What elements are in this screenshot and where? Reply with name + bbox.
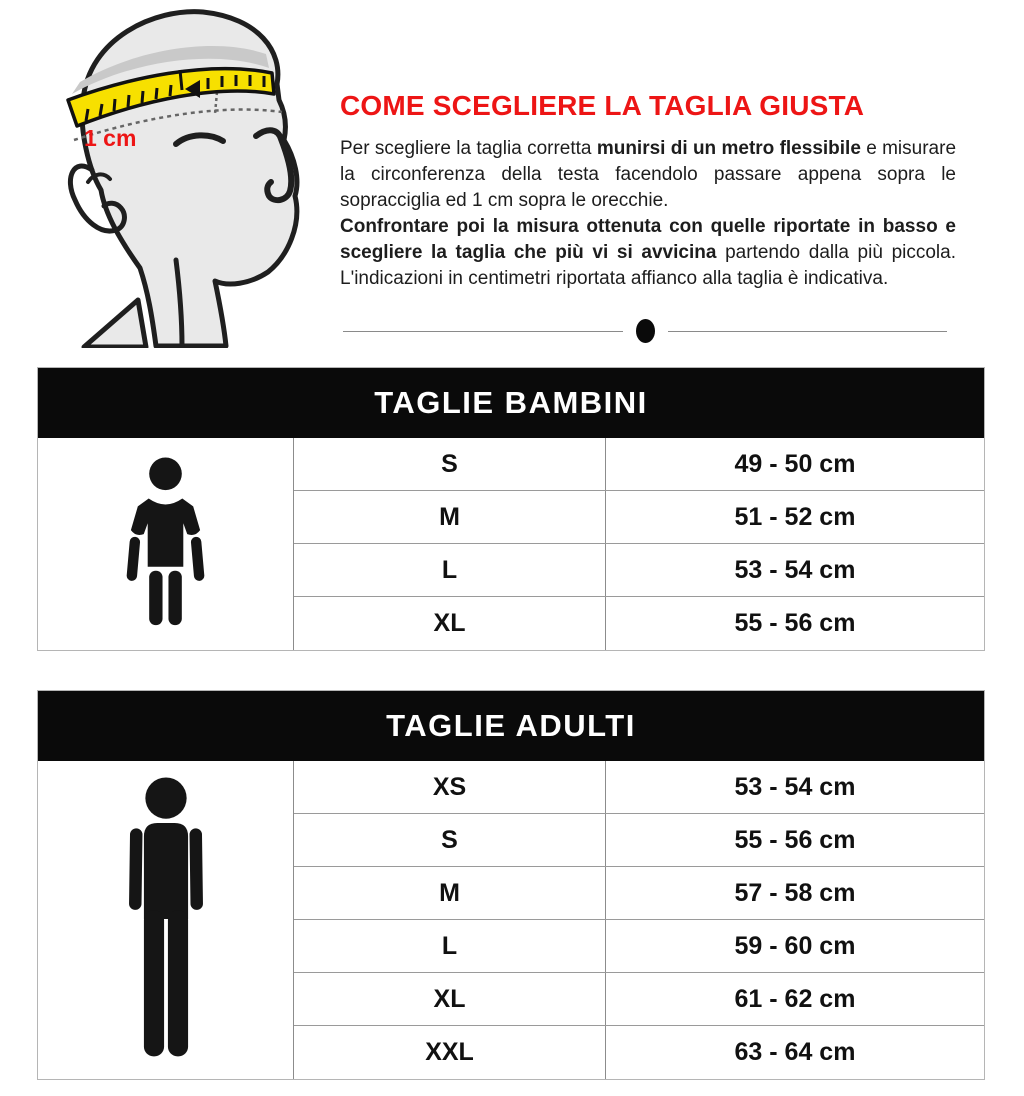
child-figure-icon <box>38 438 294 650</box>
size-range: 55 - 56 cm <box>734 825 856 854</box>
intro-paragraph <box>340 136 956 292</box>
intro-section <box>340 90 956 292</box>
size-range: 59 - 60 cm <box>734 931 856 960</box>
shoulder <box>84 300 146 347</box>
section-divider <box>343 318 947 344</box>
table-row <box>294 438 984 491</box>
table-row <box>294 867 984 920</box>
intro-text: e misurare la circonferenza della testa facendolo passare appena sopra le sopracciglia ed 1 cm sopra le orecchie. <box>340 138 957 211</box>
table-row <box>294 544 984 597</box>
table-row <box>294 973 984 1026</box>
size-range: 51 - 52 cm <box>734 502 856 531</box>
intro-text-bold: munirsi di un metro flessibile <box>596 138 861 159</box>
child-pictogram <box>113 455 218 633</box>
size-range: 63 - 64 cm <box>734 1038 856 1066</box>
size-label: L <box>294 920 606 972</box>
size-label: S <box>294 814 606 866</box>
adult-pictogram <box>111 776 221 1064</box>
intro-text: Per scegliere la taglia corretta <box>340 138 597 159</box>
tape-label: 1 cm <box>84 125 137 151</box>
table-body <box>38 438 984 650</box>
table-title: TAGLIE ADULTI <box>38 691 984 761</box>
table-body <box>38 761 984 1079</box>
size-rows <box>294 438 984 650</box>
size-label: XXL <box>294 1026 606 1079</box>
size-rows <box>294 761 984 1079</box>
divider-dot-icon <box>636 319 655 343</box>
intro-text: partendo dalla più piccola. L'indicazioni in centimetri riportata affianco alla taglia è indicativa. <box>340 242 956 289</box>
head-with-tape-icon <box>28 0 333 348</box>
table-row <box>294 1026 984 1079</box>
table-row <box>294 920 984 973</box>
table-row <box>294 597 984 650</box>
table-row <box>294 761 984 814</box>
table-taglie-adulti <box>37 690 985 1080</box>
intro-text-bold: Confrontare poi la misura ottenuta con quelle riportate in basso e scegliere la taglia che più vi si avvicina <box>340 216 956 263</box>
size-label: XL <box>294 973 606 1025</box>
size-label: M <box>294 491 606 543</box>
table-row <box>294 491 984 544</box>
size-range: 55 - 56 cm <box>734 609 856 637</box>
table-row <box>294 814 984 867</box>
table-title: TAGLIE BAMBINI <box>38 368 984 438</box>
size-range: 53 - 54 cm <box>734 555 856 584</box>
page-title: COME SCEGLIERE LA TAGLIA GIUSTA <box>340 90 865 121</box>
size-label: XS <box>294 761 606 813</box>
size-label: S <box>294 438 606 490</box>
divider-line <box>668 331 948 332</box>
size-range: 53 - 54 cm <box>734 772 856 801</box>
tape-overlap-edge <box>180 70 182 90</box>
size-label: L <box>294 544 606 596</box>
size-range: 49 - 50 cm <box>734 449 856 478</box>
head-measurement-illustration <box>28 0 333 348</box>
size-range: 57 - 58 cm <box>734 878 856 907</box>
table-taglie-bambini <box>37 367 985 651</box>
size-label: M <box>294 867 606 919</box>
size-label: XL <box>294 597 606 650</box>
adult-figure-icon <box>38 761 294 1079</box>
divider-line <box>343 331 623 332</box>
size-range: 61 - 62 cm <box>734 984 856 1013</box>
